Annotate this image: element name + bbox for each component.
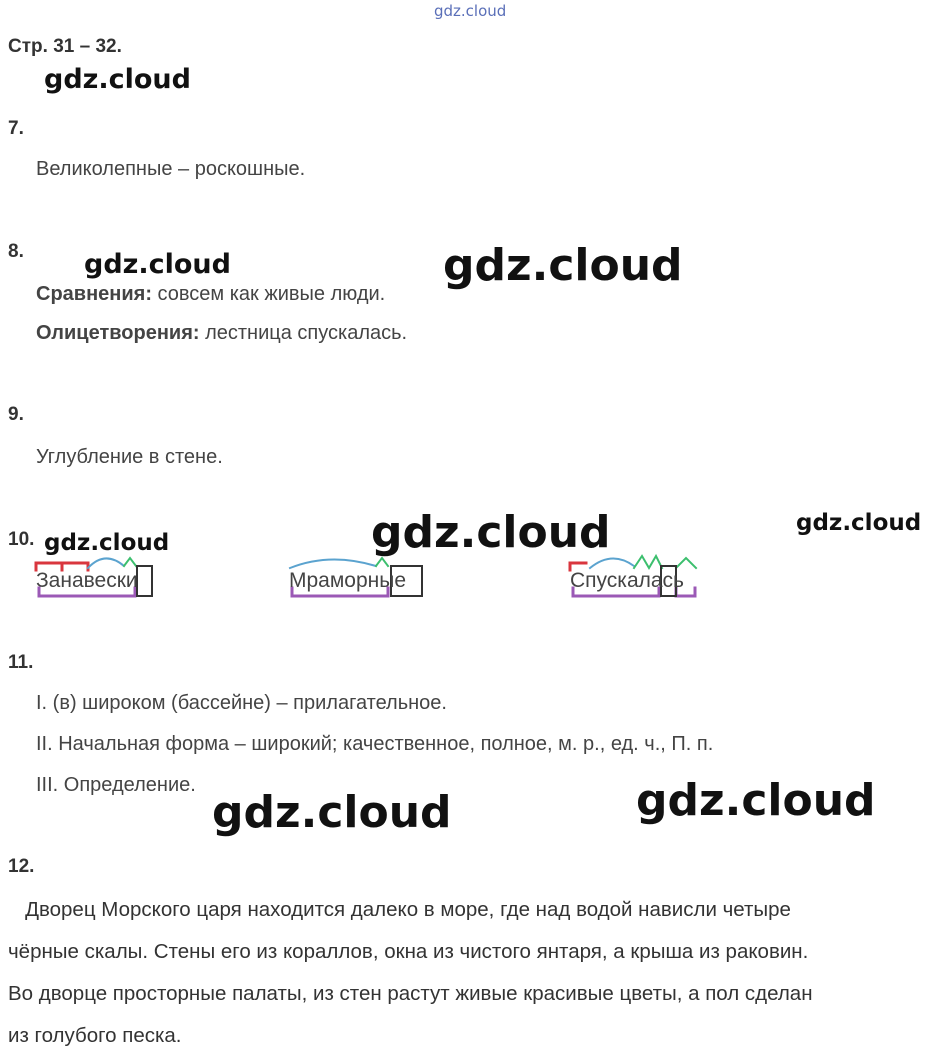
task-8-line-1 [36, 283, 385, 306]
task-12-line-2: чёрные скалы. Стены его из кораллов, окна из чистого янтаря, а крыша из раковин. [8, 940, 809, 963]
task-11-line-3: III. Определение. [36, 774, 196, 796]
root-mark-2 [290, 559, 376, 568]
task-11-line-2: II. Начальная форма – широкий; качественное, полное, м. р., ед. ч., П. п. [36, 733, 714, 755]
task-11-number: 11. [8, 652, 34, 673]
task-7-number: 7. [8, 118, 24, 139]
task-12-line-1: Дворец Морского царя находится далеко в море, где над водой нависли четыре [8, 898, 791, 921]
task-8-personifications-label: Олицетворения: [36, 322, 200, 344]
task-8-personifications-text: лестница спускалась. [199, 322, 408, 344]
task-7-answer: Великолепные – роскошные. [36, 158, 306, 180]
watermark: gdz.cloud [84, 249, 231, 280]
suffix-mark-1 [124, 558, 136, 566]
morpheme-marks [0, 550, 945, 606]
task-11-line-1: I. (в) широком (бассейне) – прилагательное. [36, 692, 447, 714]
task-9-number: 9. [8, 404, 24, 425]
watermark-top: gdz.cloud [434, 2, 507, 20]
task-12-number: 12. [8, 856, 35, 877]
task-10-word-1: Занавески [36, 569, 138, 592]
task-10-word-2: Мраморные [289, 569, 407, 592]
task-9-answer: Углубление в стене. [36, 446, 223, 468]
task-8-line-2 [36, 322, 407, 345]
watermark: gdz.cloud [44, 530, 170, 556]
page-range-heading: Стр. 31 – 32. [8, 36, 122, 57]
watermark: gdz.cloud [371, 507, 611, 558]
watermark: gdz.cloud [44, 64, 191, 95]
suffix-mark-2 [376, 558, 388, 566]
watermark: gdz.cloud [212, 787, 452, 838]
watermark: gdz.cloud [796, 510, 922, 536]
task-8-number: 8. [8, 241, 24, 262]
task-8-comparisons-text: совсем как живые люди. [152, 283, 386, 305]
task-12-line-4: из голубого песка. [8, 1024, 182, 1047]
root-mark-1 [88, 558, 124, 568]
watermark: gdz.cloud [636, 775, 876, 826]
watermark: gdz.cloud [443, 240, 683, 291]
suffix-mark-3a [634, 556, 662, 568]
task-10-word-3: Спускалась [570, 569, 685, 592]
root-mark-3 [590, 558, 634, 568]
ending-mark-1 [137, 566, 152, 596]
task-8-comparisons-label: Сравнения: [36, 283, 152, 305]
task-10-number: 10. [8, 529, 35, 550]
task-12-line-3: Во дворце просторные палаты, из стен растут живые красивые цветы, а пол сделан [8, 982, 813, 1005]
suffix-mark-3b [676, 558, 696, 568]
